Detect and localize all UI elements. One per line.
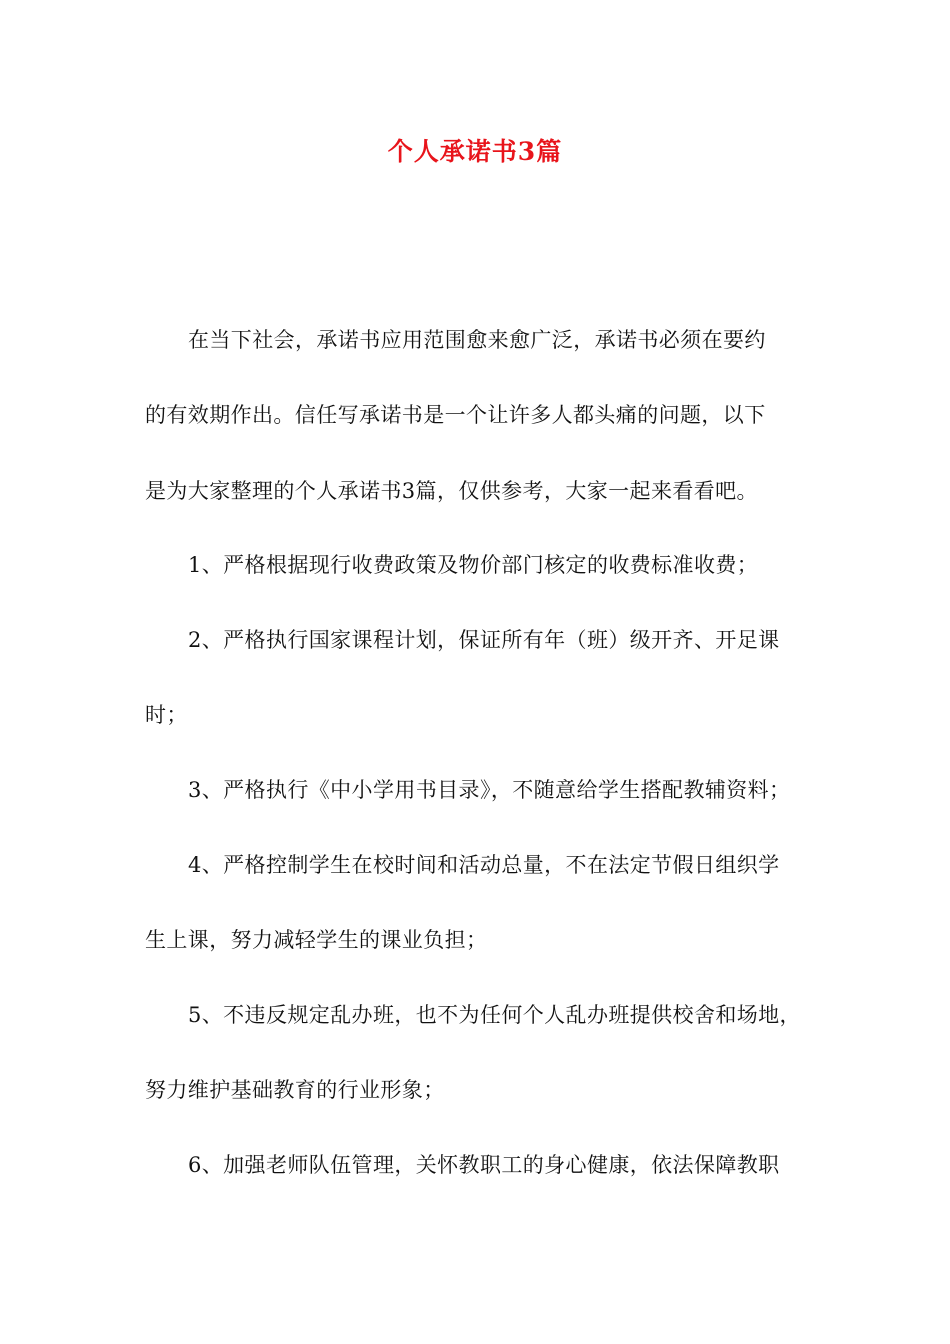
- list-item-5-continuation: 努力维护基础教育的行业形象；: [145, 1078, 445, 1102]
- paragraph-line: 在当下社会，承诺书应用范围愈来愈广泛，承诺书必须在要约: [188, 328, 766, 352]
- list-item-3: 3、严格执行《中小学用书目录》，不随意给学生搭配教辅资料；: [188, 778, 791, 802]
- list-item-4-continuation: 生上课，努力减轻学生的课业负担；: [145, 928, 488, 952]
- paragraph-line: 的有效期作出。信任写承诺书是一个让许多人都头痛的问题，以下: [145, 403, 766, 427]
- paragraph-line: 是为大家整理的个人承诺书3篇，仅供参考，大家一起来看看吧。: [145, 479, 758, 503]
- document-title: 个人承诺书3篇: [387, 137, 563, 166]
- list-item-6: 6、加强老师队伍管理，关怀教职工的身心健康，依法保障教职: [188, 1153, 780, 1177]
- list-item-2: 2、严格执行国家课程计划，保证所有年（班）级开齐、开足课: [188, 628, 780, 652]
- list-item-1: 1、严格根据现行收费政策及物价部门核定的收费标准收费；: [188, 553, 759, 577]
- list-item-4: 4、严格控制学生在校时间和活动总量，不在法定节假日组织学: [188, 853, 780, 877]
- list-item-5: 5、不违反规定乱办班，也不为任何个人乱办班提供校舍和场地，: [188, 1003, 801, 1027]
- list-item-2-continuation: 时；: [145, 703, 188, 727]
